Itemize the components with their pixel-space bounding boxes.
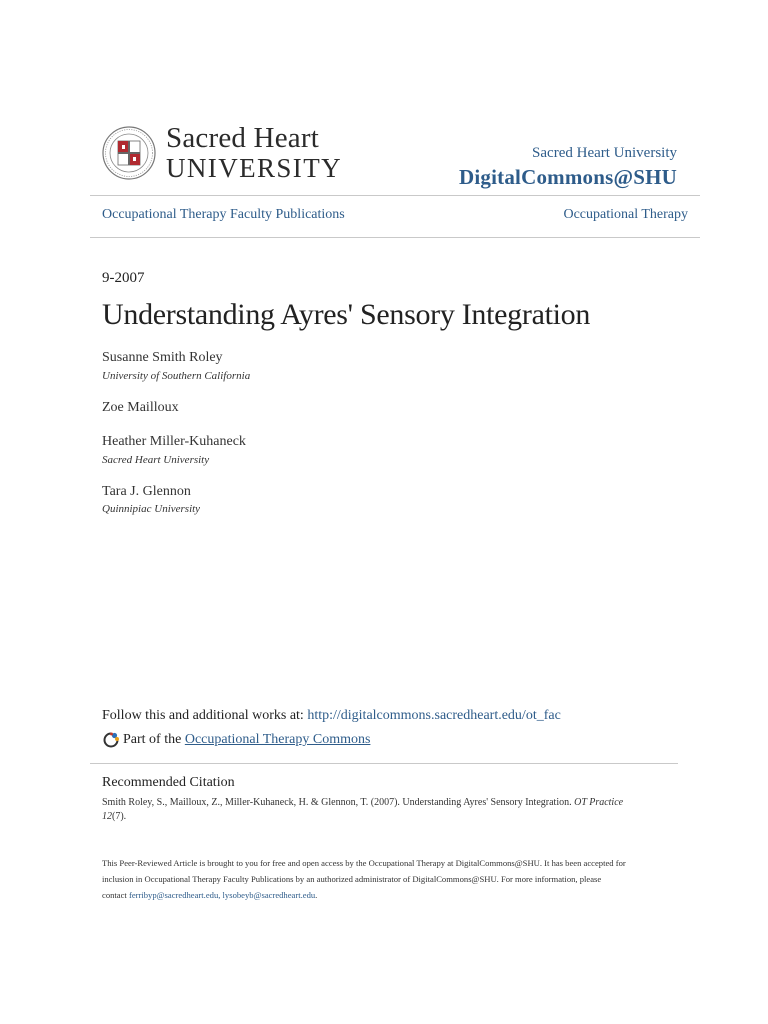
university-logo [102,124,342,182]
logo-top-text: Sacred Heart [166,122,319,154]
collection-link[interactable]: Occupational Therapy Faculty Publications [102,207,345,222]
follow-line [102,708,561,724]
commons-link[interactable]: Occupational Therapy Commons [184,732,371,747]
author-name: Tara J. Glennon [102,484,191,499]
publication-date: 9-2007 [102,270,145,286]
follow-prefix: Follow this and additional works at: [102,708,308,723]
access-notice [102,855,692,903]
author-name: Zoe Mailloux [102,400,179,415]
notice-contact-prefix: contact [102,890,129,900]
contact-email-links[interactable]: ferribyp@sacredheart.edu, lysobeyb@sacredheart.edu [128,890,316,900]
author-name: Susanne Smith Roley [102,350,223,365]
citation-issue: (7). [112,811,127,822]
divider-nav [90,237,700,238]
logo-wordmark [166,124,342,182]
citation-text [102,796,662,824]
repository-name[interactable]: DigitalCommons@SHU [459,165,677,189]
department-link[interactable]: Occupational Therapy [563,207,688,222]
notice-line-2: inclusion in Occupational Therapy Faculty Publications by an authorized administrator of DigitalCommons@SHU. For more information, please [102,874,602,884]
logo-bottom-text: UNIVERSITY [166,153,342,183]
part-of-prefix: Part of the [123,732,182,747]
author-affiliation: Sacred Heart University [102,454,210,466]
citation-journal: OT Practice [574,797,624,808]
citation-volume: 12 [102,811,112,822]
collection-url-link[interactable]: http://digitalcommons.sacredheart.edu/ot_fac [307,708,561,723]
article-title: Understanding Ayres' Sensory Integration [102,298,591,331]
notice-end: . [315,890,318,900]
citation-heading: Recommended Citation [102,775,235,790]
author-affiliation: Quinnipiac University [102,503,201,515]
bepress-commons-icon [102,731,120,749]
divider-citation [90,763,678,764]
university-seal-icon [102,126,156,180]
divider-top [90,195,700,196]
notice-line-1: This Peer-Reviewed Article is brought to you for free and open access by the Occupational Therapy at DigitalCommons@SHU. It has been accepted for [102,858,626,868]
repository-org[interactable]: Sacred Heart University [532,145,677,161]
author-name: Heather Miller-Kuhaneck [102,434,246,449]
citation-main: Smith Roley, S., Mailloux, Z., Miller-Kuhaneck, H. & Glennon, T. (2007). Understanding Ayres' Sensory Integration. [102,797,575,808]
author-affiliation: University of Southern California [102,370,251,382]
part-of-line [102,731,370,749]
repository-brand[interactable] [459,145,677,190]
